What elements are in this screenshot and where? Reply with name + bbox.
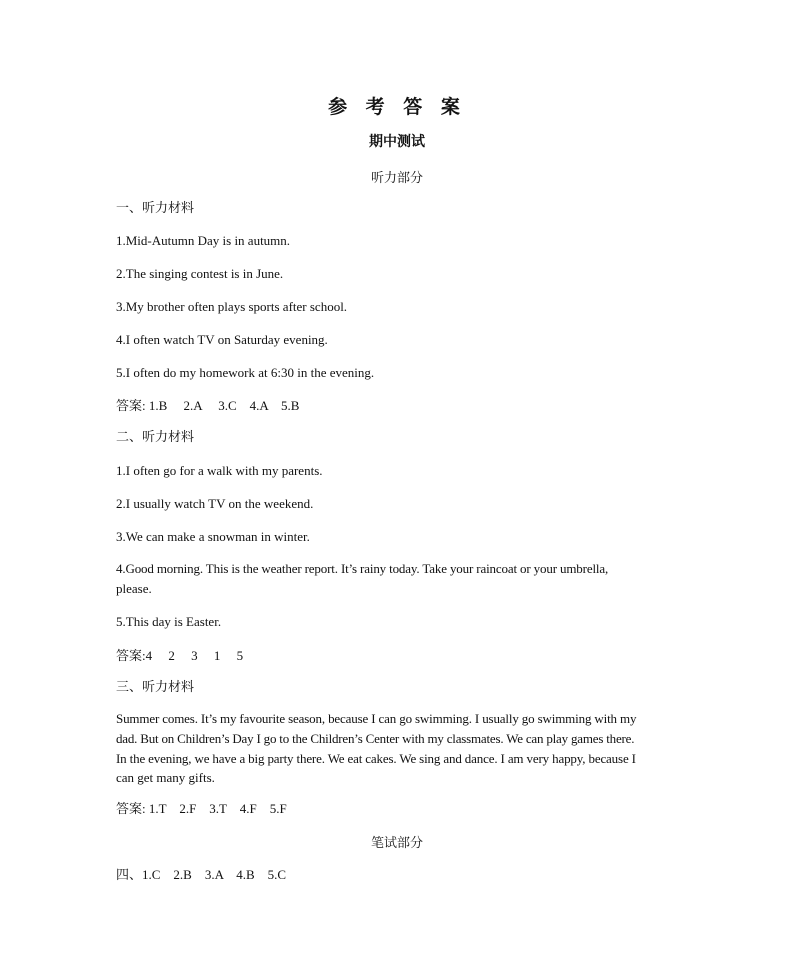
section-three-passage-line: Summer comes. It’s my favourite season, because I can go swimming. I usually go swimming with my xyxy=(116,711,637,726)
section-two-item: 5.This day is Easter. xyxy=(116,614,222,629)
section-one-item: 4.I often watch TV on Saturday evening. xyxy=(116,332,328,347)
section-one-item: 3.My brother often plays sports after school. xyxy=(116,299,348,314)
section-three-heading: 三、听力材料 xyxy=(116,680,195,695)
section-two-item-continuation: please. xyxy=(116,581,152,596)
section-one-item: 2.The singing contest is in June. xyxy=(116,266,284,281)
section-two-answer: 答案:4 2 3 1 5 xyxy=(116,648,244,663)
section-three-passage-line: dad. But on Children’s Day I go to the Children’s Center with my classmates. We can play games there. xyxy=(116,731,635,746)
section-two-item: 4.Good morning. This is the weather report. It’s rainy today. Take your raincoat or your umbrella, xyxy=(116,561,609,576)
section-one-item: 5.I often do my homework at 6:30 in the evening. xyxy=(116,365,375,380)
page-title: 参 考 答 案 xyxy=(328,96,466,118)
section-one-answer: 答案: 1.B 2.A 3.C 4.A 5.B xyxy=(116,398,300,413)
section-two-item: 3.We can make a snowman in winter. xyxy=(116,529,310,544)
section-two-item: 1.I often go for a walk with my parents. xyxy=(116,463,323,478)
listening-part-label: 听力部分 xyxy=(370,171,423,186)
section-two-item: 2.I usually watch TV on the weekend. xyxy=(116,496,314,511)
section-one-heading: 一、听力材料 xyxy=(116,201,195,216)
section-two-heading: 二、听力材料 xyxy=(116,430,195,445)
section-three-answer: 答案: 1.T 2.F 3.T 4.F 5.F xyxy=(116,801,287,816)
page-subtitle: 期中测试 xyxy=(369,134,425,150)
section-three-passage-line: In the evening, we have a big party there. We eat cakes. We sing and dance. I am very happy, because I xyxy=(116,751,636,766)
section-one-item: 1.Mid-Autumn Day is in autumn. xyxy=(116,233,291,248)
section-three-passage-line: can get many gifts. xyxy=(116,770,215,785)
section-four-answers: 四、1.C 2.B 3.A 4.B 5.C xyxy=(116,867,287,882)
written-part-label: 笔试部分 xyxy=(370,836,423,851)
